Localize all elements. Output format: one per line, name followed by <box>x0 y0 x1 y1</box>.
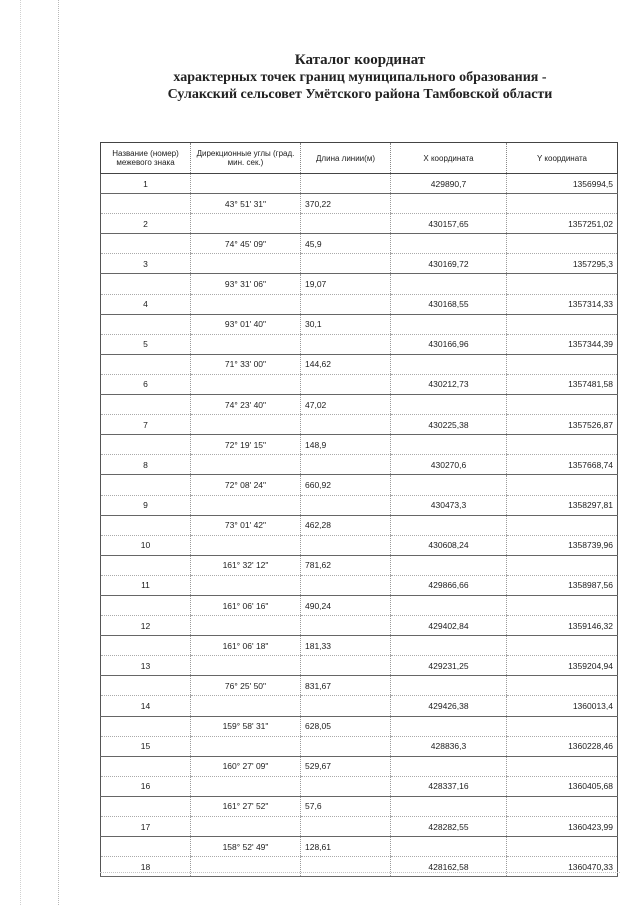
x-coordinate: 430157,65 <box>391 214 507 234</box>
empty-cell <box>301 616 391 636</box>
empty-cell <box>191 495 301 515</box>
empty-cell <box>191 696 301 716</box>
empty-cell <box>101 837 191 857</box>
line-length: 781,62 <box>301 555 391 575</box>
point-number: 6 <box>101 374 191 394</box>
empty-cell <box>301 254 391 274</box>
empty-cell <box>507 796 618 816</box>
segment-row <box>101 636 618 656</box>
header-x-coordinate: X координата <box>391 143 507 174</box>
empty-cell <box>101 756 191 776</box>
point-row <box>101 575 618 595</box>
empty-cell <box>507 756 618 776</box>
direction-angle: 93° 01' 40" <box>191 314 301 334</box>
direction-angle: 74° 45' 09" <box>191 234 301 254</box>
y-coordinate: 1359204,94 <box>507 656 618 676</box>
empty-cell <box>507 595 618 615</box>
point-number: 2 <box>101 214 191 234</box>
line-length: 831,67 <box>301 676 391 696</box>
empty-cell <box>507 636 618 656</box>
x-coordinate: 430212,73 <box>391 374 507 394</box>
empty-cell <box>507 475 618 495</box>
header-line-length: Длина линии(м) <box>301 143 391 174</box>
direction-angle: 161° 06' 16" <box>191 595 301 615</box>
point-row <box>101 374 618 394</box>
point-row <box>101 817 618 837</box>
empty-cell <box>391 475 507 495</box>
x-coordinate: 430168,55 <box>391 294 507 314</box>
point-number: 11 <box>101 575 191 595</box>
segment-row <box>101 716 618 736</box>
empty-cell <box>101 595 191 615</box>
empty-cell <box>191 616 301 636</box>
point-row <box>101 415 618 435</box>
empty-cell <box>391 234 507 254</box>
direction-angle: 71° 33' 00" <box>191 354 301 374</box>
direction-angle: 73° 01' 42" <box>191 515 301 535</box>
empty-cell <box>301 415 391 435</box>
segment-row <box>101 435 618 455</box>
point-number: 10 <box>101 535 191 555</box>
empty-cell <box>191 214 301 234</box>
empty-cell <box>507 354 618 374</box>
direction-angle: 72° 08' 24" <box>191 475 301 495</box>
point-row <box>101 334 618 354</box>
empty-cell <box>191 736 301 756</box>
header-point-number: Название (номер) межевого знака <box>101 143 191 174</box>
y-coordinate: 1360423,99 <box>507 817 618 837</box>
segment-row <box>101 515 618 535</box>
line-length: 148,9 <box>301 435 391 455</box>
empty-cell <box>301 455 391 475</box>
line-length: 19,07 <box>301 274 391 294</box>
line-length: 181,33 <box>301 636 391 656</box>
empty-cell <box>507 837 618 857</box>
empty-cell <box>301 214 391 234</box>
direction-angle: 74° 23' 40" <box>191 395 301 415</box>
empty-cell <box>391 796 507 816</box>
y-coordinate: 1358987,56 <box>507 575 618 595</box>
scan-bottom-mark <box>100 872 620 883</box>
empty-cell <box>507 555 618 575</box>
empty-cell <box>391 515 507 535</box>
segment-row <box>101 555 618 575</box>
y-coordinate: 1360228,46 <box>507 736 618 756</box>
point-number: 4 <box>101 294 191 314</box>
y-coordinate: 1357251,02 <box>507 214 618 234</box>
empty-cell <box>301 575 391 595</box>
point-row <box>101 656 618 676</box>
empty-cell <box>391 837 507 857</box>
segment-row <box>101 314 618 334</box>
header-y-coordinate: Y координата <box>507 143 618 174</box>
direction-angle: 76° 25' 50" <box>191 676 301 696</box>
x-coordinate: 430270,6 <box>391 455 507 475</box>
empty-cell <box>301 776 391 796</box>
y-coordinate: 1360470,33 <box>507 857 618 877</box>
point-number: 7 <box>101 415 191 435</box>
y-coordinate: 1357295,3 <box>507 254 618 274</box>
segment-row <box>101 395 618 415</box>
empty-cell <box>391 274 507 294</box>
point-row <box>101 535 618 555</box>
y-coordinate: 1357314,33 <box>507 294 618 314</box>
empty-cell <box>391 555 507 575</box>
empty-cell <box>191 294 301 314</box>
point-number: 9 <box>101 495 191 515</box>
empty-cell <box>191 254 301 274</box>
empty-cell <box>191 535 301 555</box>
y-coordinate: 1358739,96 <box>507 535 618 555</box>
title-line-1: Каталог координат <box>294 52 426 68</box>
empty-cell <box>507 234 618 254</box>
point-number: 3 <box>101 254 191 274</box>
segment-row <box>101 796 618 816</box>
empty-cell <box>301 334 391 354</box>
y-coordinate: 1360013,4 <box>507 696 618 716</box>
empty-cell <box>507 435 618 455</box>
empty-cell <box>101 676 191 696</box>
segment-row <box>101 274 618 294</box>
empty-cell <box>391 395 507 415</box>
header-direction-angle: Дирекционные углы (град. мин. сек.) <box>191 143 301 174</box>
empty-cell <box>301 817 391 837</box>
empty-cell <box>191 455 301 475</box>
empty-cell <box>391 595 507 615</box>
empty-cell <box>301 656 391 676</box>
point-row <box>101 616 618 636</box>
point-number: 1 <box>101 174 191 194</box>
empty-cell <box>101 194 191 214</box>
line-length: 128,61 <box>301 837 391 857</box>
empty-cell <box>191 776 301 796</box>
empty-cell <box>391 354 507 374</box>
y-coordinate: 1357344,39 <box>507 334 618 354</box>
x-coordinate: 430473,3 <box>391 495 507 515</box>
scan-edge-mark <box>58 0 60 905</box>
empty-cell <box>191 415 301 435</box>
empty-cell <box>391 314 507 334</box>
empty-cell <box>191 174 301 194</box>
empty-cell <box>301 174 391 194</box>
point-number: 13 <box>101 656 191 676</box>
x-coordinate: 430166,96 <box>391 334 507 354</box>
empty-cell <box>191 334 301 354</box>
line-length: 370,22 <box>301 194 391 214</box>
point-row <box>101 214 618 234</box>
y-coordinate: 1360405,68 <box>507 776 618 796</box>
line-length: 45,9 <box>301 234 391 254</box>
y-coordinate: 1357526,87 <box>507 415 618 435</box>
empty-cell <box>101 274 191 294</box>
x-coordinate: 430608,24 <box>391 535 507 555</box>
empty-cell <box>101 515 191 535</box>
empty-cell <box>507 314 618 334</box>
direction-angle: 161° 27' 52" <box>191 796 301 816</box>
empty-cell <box>507 716 618 736</box>
y-coordinate: 1356994,5 <box>507 174 618 194</box>
empty-cell <box>391 716 507 736</box>
title-line-3: Сулакский сельсовет Умётского района Тамбовской области <box>167 87 553 102</box>
empty-cell <box>391 676 507 696</box>
x-coordinate: 429426,38 <box>391 696 507 716</box>
y-coordinate: 1358297,81 <box>507 495 618 515</box>
x-coordinate: 428836,3 <box>391 736 507 756</box>
direction-angle: 159° 58' 31" <box>191 716 301 736</box>
x-coordinate: 430225,38 <box>391 415 507 435</box>
line-length: 462,28 <box>301 515 391 535</box>
empty-cell <box>101 636 191 656</box>
point-number: 16 <box>101 776 191 796</box>
empty-cell <box>507 274 618 294</box>
empty-cell <box>101 796 191 816</box>
empty-cell <box>191 817 301 837</box>
point-row <box>101 736 618 756</box>
line-length: 144,62 <box>301 354 391 374</box>
empty-cell <box>191 374 301 394</box>
line-length: 628,05 <box>301 716 391 736</box>
empty-cell <box>391 636 507 656</box>
direction-angle: 43° 51' 31" <box>191 194 301 214</box>
empty-cell <box>101 555 191 575</box>
line-length: 30,1 <box>301 314 391 334</box>
segment-row <box>101 676 618 696</box>
line-length: 660,92 <box>301 475 391 495</box>
segment-row <box>101 595 618 615</box>
x-coordinate: 428162,58 <box>391 857 507 877</box>
x-coordinate: 429866,66 <box>391 575 507 595</box>
point-number: 12 <box>101 616 191 636</box>
x-coordinate: 428337,16 <box>391 776 507 796</box>
coordinates-table <box>100 142 618 877</box>
scan-edge-mark <box>20 0 22 905</box>
empty-cell <box>101 716 191 736</box>
empty-cell <box>101 475 191 495</box>
point-row <box>101 294 618 314</box>
empty-cell <box>507 395 618 415</box>
segment-row <box>101 756 618 776</box>
segment-row <box>101 837 618 857</box>
segment-row <box>101 354 618 374</box>
direction-angle: 93° 31' 06" <box>191 274 301 294</box>
empty-cell <box>101 354 191 374</box>
segment-row <box>101 475 618 495</box>
direction-angle: 72° 19' 15" <box>191 435 301 455</box>
empty-cell <box>301 535 391 555</box>
point-number: 5 <box>101 334 191 354</box>
empty-cell <box>191 656 301 676</box>
y-coordinate: 1357481,58 <box>507 374 618 394</box>
empty-cell <box>301 696 391 716</box>
header-row <box>101 143 618 174</box>
line-length: 57,6 <box>301 796 391 816</box>
y-coordinate: 1359146,32 <box>507 616 618 636</box>
point-row <box>101 495 618 515</box>
empty-cell <box>507 515 618 535</box>
point-number: 17 <box>101 817 191 837</box>
y-coordinate: 1357668,74 <box>507 455 618 475</box>
x-coordinate: 430169,72 <box>391 254 507 274</box>
point-row <box>101 696 618 716</box>
empty-cell <box>301 294 391 314</box>
direction-angle: 158° 52' 49" <box>191 837 301 857</box>
x-coordinate: 428282,55 <box>391 817 507 837</box>
x-coordinate: 429890,7 <box>391 174 507 194</box>
table-header <box>101 143 618 174</box>
empty-cell <box>191 575 301 595</box>
point-number: 15 <box>101 736 191 756</box>
empty-cell <box>101 435 191 455</box>
empty-cell <box>101 314 191 334</box>
empty-cell <box>391 756 507 776</box>
line-length: 529,67 <box>301 756 391 776</box>
empty-cell <box>301 736 391 756</box>
empty-cell <box>301 495 391 515</box>
direction-angle: 161° 06' 18" <box>191 636 301 656</box>
document-title <box>100 52 620 103</box>
empty-cell <box>301 374 391 394</box>
empty-cell <box>391 435 507 455</box>
direction-angle: 160° 27' 09" <box>191 756 301 776</box>
point-row <box>101 254 618 274</box>
segment-row <box>101 194 618 214</box>
x-coordinate: 429231,25 <box>391 656 507 676</box>
empty-cell <box>507 676 618 696</box>
line-length: 47,02 <box>301 395 391 415</box>
point-number: 14 <box>101 696 191 716</box>
table-body <box>101 174 618 877</box>
empty-cell <box>101 395 191 415</box>
empty-cell <box>391 194 507 214</box>
line-length: 490,24 <box>301 595 391 615</box>
direction-angle: 161° 32' 12" <box>191 555 301 575</box>
x-coordinate: 429402,84 <box>391 616 507 636</box>
point-row <box>101 174 618 194</box>
empty-cell <box>507 194 618 214</box>
point-row <box>101 455 618 475</box>
point-number: 8 <box>101 455 191 475</box>
empty-cell <box>101 234 191 254</box>
segment-row <box>101 234 618 254</box>
point-row <box>101 776 618 796</box>
point-number: 18 <box>101 857 191 877</box>
title-line-2: характерных точек границ муниципального образования - <box>173 70 547 85</box>
